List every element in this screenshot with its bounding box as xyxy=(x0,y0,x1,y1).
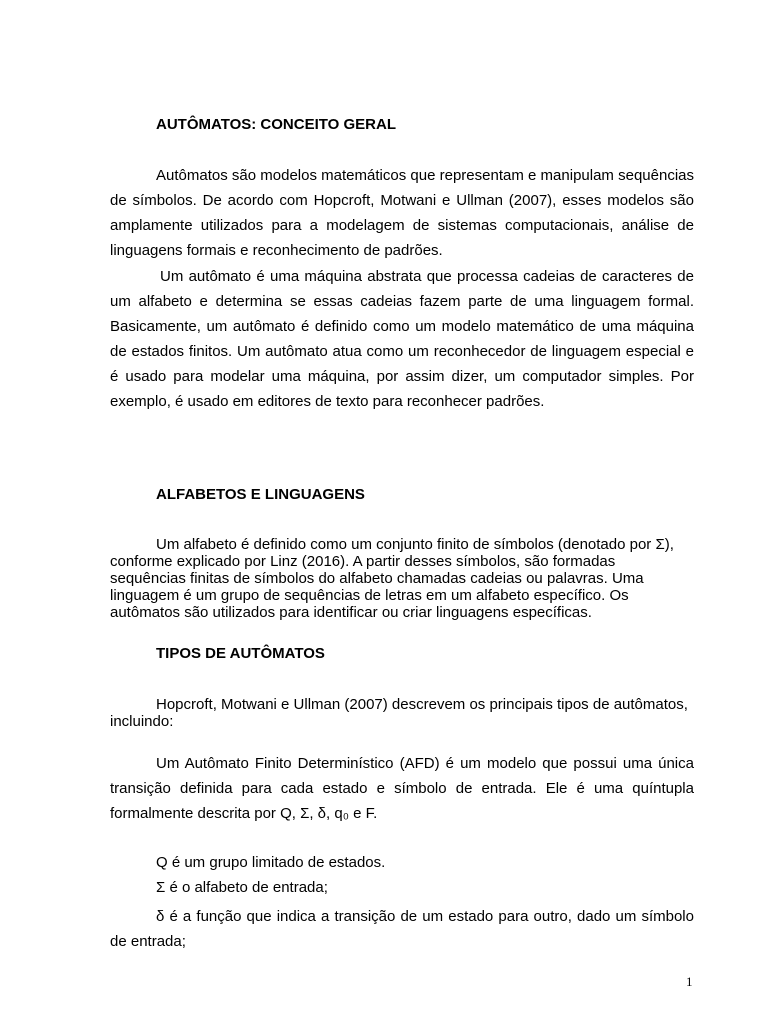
section-heading-conceito-geral: AUTÔMATOS: CONCEITO GERAL xyxy=(156,116,396,133)
list-item-q-estados: Q é um grupo limitado de estados. xyxy=(156,854,386,871)
paragraph-autômatos-intro: Autômatos são modelos matemáticos que representam e manipulam sequências de símbolos. De acordo com Hopcroft, Motwani e Ullman (2007), esses modelos são amplamente utilizados para a modelagem de sistemas computacionais, análise de linguagens formais e reconhecimento de padrões. xyxy=(110,167,694,259)
list-item-delta-funcao: δ é a função que indica a transição de um estado para outro, dado um símbolo de entrada; xyxy=(110,908,694,950)
page-number: 1 xyxy=(686,974,693,989)
paragraph-automato-definicao: Um autômato é uma máquina abstrata que processa cadeias de caracteres de um alfabeto e determina se essas cadeias fazem parte de uma linguagem formal. Basicamente, um autômato é definido como um modelo matemático de uma máquina de estados finitos. Um autômato atua como um reconhecedor de linguagem especial e é usado para modelar uma máquina, por assim dizer, um computador simples. Por exemplo, é usado em editores de texto para reconhecer padrões. xyxy=(110,268,694,410)
paragraph-alfabeto-definicao: Um alfabeto é definido como um conjunto finito de símbolos (denotado por Σ), conforme explicado por Linz (2016). A partir desses símbolos, são formadas sequências finitas de símbolos do alfabeto chamadas cadeias ou palavras. Uma linguagem é um grupo de sequências de letras em um alfabeto específico. Os autômatos são utilizados para identificar ou criar linguagens específicas. xyxy=(110,536,674,621)
list-item-sigma-alfabeto: Σ é o alfabeto de entrada; xyxy=(156,879,328,896)
paragraph-tipos-intro: Hopcroft, Motwani e Ullman (2007) descrevem os principais tipos de autômatos, incluindo: xyxy=(110,696,688,730)
section-heading-tipos-automatos: TIPOS DE AUTÔMATOS xyxy=(156,645,325,662)
section-heading-alfabetos-linguagens: ALFABETOS E LINGUAGENS xyxy=(156,486,365,503)
paragraph-afd-definicao: Um Autômato Finito Determinístico (AFD) é um modelo que possui uma única transição definida para cada estado e símbolo de entrada. Ele é uma quíntupla formalmente descrita por Q, Σ, δ, q₀ e F. xyxy=(110,755,694,822)
